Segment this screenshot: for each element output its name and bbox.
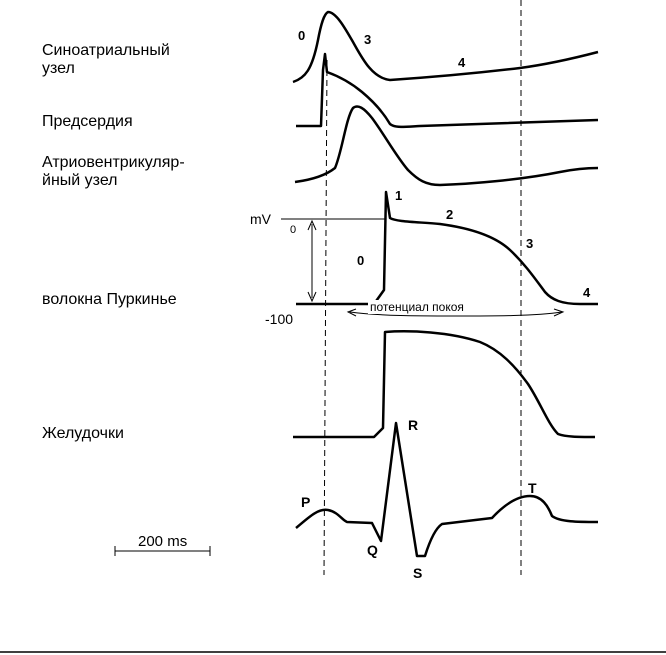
purkinje-phase-2: 2 bbox=[446, 207, 454, 222]
label-purkinje: волокна Пуркинье bbox=[42, 291, 177, 308]
scale-bar-label: 200 ms bbox=[138, 533, 188, 550]
ecg-s-label: S bbox=[413, 565, 423, 581]
guide-line-left bbox=[324, 60, 327, 575]
sa-phase-3: 3 bbox=[364, 32, 372, 47]
ecg-p-label: P bbox=[301, 494, 311, 510]
resting-potential-label: потенциал покоя bbox=[370, 300, 464, 314]
label-sa-node-line1: Синоатриальный bbox=[42, 42, 170, 59]
axis-zero: 0 bbox=[290, 224, 297, 236]
purkinje-phase-0: 0 bbox=[357, 253, 365, 268]
atria-trace bbox=[296, 54, 598, 127]
ventricle-trace bbox=[293, 331, 595, 437]
label-av-node-line2: йный узел bbox=[42, 172, 118, 189]
purkinje-phase-4: 4 bbox=[583, 285, 591, 300]
sa-node-trace bbox=[293, 12, 598, 82]
label-av-node-line1: Атриовентрикуляр- bbox=[42, 154, 185, 171]
av-node-trace bbox=[295, 106, 598, 185]
sa-phase-4: 4 bbox=[458, 55, 466, 70]
purkinje-phase-3: 3 bbox=[526, 236, 534, 251]
label-sa-node-line2: узел bbox=[42, 60, 75, 77]
ecg-t-label: T bbox=[528, 480, 537, 496]
axis-unit-mv: mV bbox=[250, 211, 271, 227]
purkinje-phase-1: 1 bbox=[395, 188, 403, 203]
ecg-trace bbox=[296, 423, 598, 556]
ecg-r-label: R bbox=[408, 417, 419, 433]
label-ventricles: Желудочки bbox=[42, 425, 124, 442]
axis-minus-100: -100 bbox=[265, 311, 294, 327]
ecg-q-label: Q bbox=[367, 542, 378, 558]
label-atria: Предсердия bbox=[42, 113, 133, 130]
sa-phase-0: 0 bbox=[298, 28, 306, 43]
